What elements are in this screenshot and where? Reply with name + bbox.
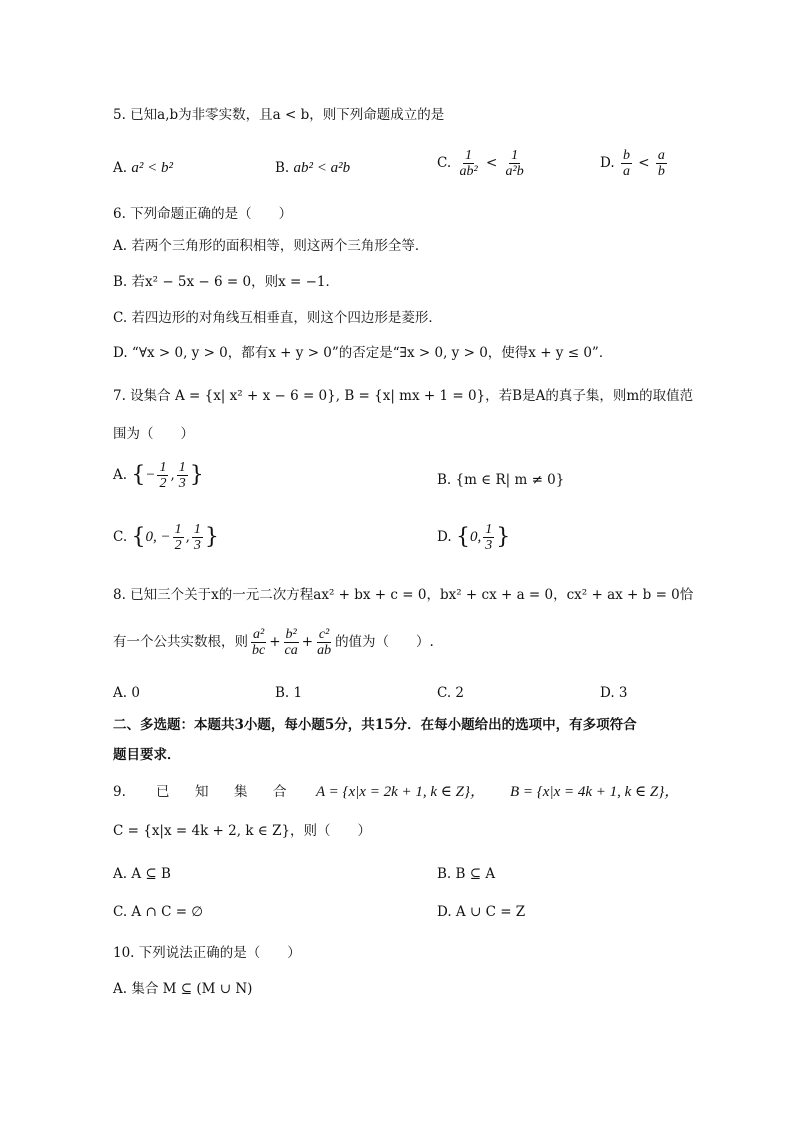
section-heading-line2: 题目要求． [113, 747, 181, 763]
q6-stem: 6. 下列命题正确的是（ ） [113, 206, 293, 222]
q9-set-c: C = {x|x = 4k + 2, k ∈ Z}，则（ ） [113, 823, 372, 839]
q9-word: 集 [234, 784, 248, 800]
q7-option-d: D. {0, $\frac{1}{3}$ } [437, 522, 511, 553]
q7-option-c: C. {0, − $\frac{1}{2}$ , $\frac{1}{3}$ } [113, 522, 219, 553]
q8-stem-line1: 8. 已知三个关于x的一元二次方程ax² + bx + c = 0，bx² + cx + a = 0，cx² + ax + b = 0恰 [113, 587, 694, 603]
q5-option-a: A. a² < b² [113, 160, 173, 176]
q9-num: 9. [113, 784, 126, 800]
q7-stem-line1: 7. 设集合 A = {x| x² + x − 6 = 0}, B = {x| mx + 1 = 0}，若B是A的真子集，则m的取值范 [113, 388, 694, 404]
q6-option-a: A. 若两个三角形的面积相等，则这两个三角形全等． [113, 238, 429, 254]
q9-word: 合 [273, 784, 287, 800]
q5-option-d: D. $\frac{b}{a}$ < $\frac{a}{b}$ [600, 148, 665, 179]
q6-option-c: C. 若四边形的对角线互相垂直，则这个四边形是菱形． [113, 310, 442, 326]
q5-option-b: B. ab² < a²b [275, 160, 351, 176]
q8-stem-line2: 有一个公共实数根，则 $\frac{\text{a²}}{bc}$ + $\frac{\text{b²}}{ca}$ + $\frac{\text{c²}}{ab}$ 的值为（ ）. [113, 627, 434, 658]
q9-word: 知 [195, 784, 209, 800]
q9-word: 已 [156, 784, 170, 800]
q9-option-d: D. A ∪ C = Z [437, 904, 526, 920]
q7-option-a: A. {− $\frac{1}{2}$ , $\frac{1}{3}$ } [113, 460, 204, 491]
q7-option-b: B. {m ∈ R| m ≠ 0} [437, 472, 565, 488]
q5-stem: 5. 已知a,b为非零实数，且a < b，则下列命题成立的是 [113, 107, 445, 123]
q9-set-b: B = {x|x = 4k + 1, k ∈ Z}， [510, 784, 680, 800]
section-heading-line1: 二、多选题：本题共3小题，每小题5分，共15分．在每小题给出的选项中，有多项符合 [113, 717, 637, 733]
q9-option-a: A. A ⊆ B [113, 866, 171, 882]
q9-option-b: B. B ⊆ A [437, 866, 496, 882]
q10-option-a: A. 集合 M ⊆ (M ∪ N) [113, 981, 253, 997]
q9-set-a: A = {x|x = 2k + 1, k ∈ Z}， [316, 784, 485, 800]
q8-option-d: D. 3 [600, 685, 628, 701]
q8-option-a: A. 0 [113, 685, 140, 701]
q6-option-b: B. 若x² − 5x − 6 = 0，则x = −1． [113, 274, 339, 290]
q7-stem-line2: 围为（ ） [113, 426, 194, 442]
q8-option-c: C. 2 [437, 685, 465, 701]
q5-option-c: C. $\frac{1}{\text{ab²}}$ < $\frac{1}{\text{a²b}}$ [437, 148, 524, 179]
q10-stem: 10. 下列说法正确的是（ ） [113, 945, 301, 961]
q6-option-d: D. “∀x > 0, y > 0，都有x + y > 0”的否定是“∃x > 0, y > 0，使得x + y ≤ 0”． [113, 345, 613, 361]
q9-option-c: C. A ∩ C = ∅ [113, 904, 204, 920]
q8-option-b: B. 1 [275, 685, 303, 701]
